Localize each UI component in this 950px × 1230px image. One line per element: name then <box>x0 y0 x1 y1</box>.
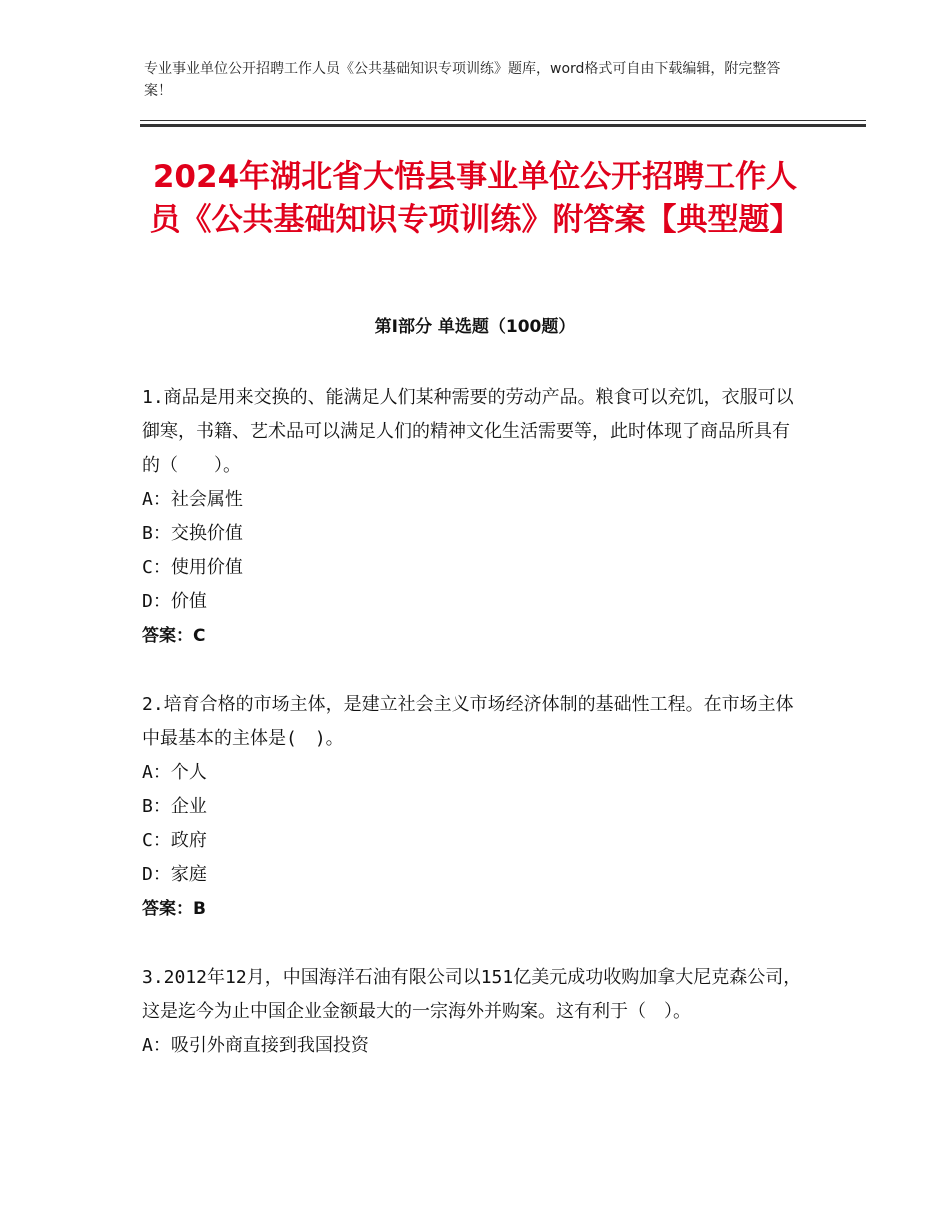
question-2 <box>142 688 802 926</box>
header-note: 专业事业单位公开招聘工作人员《公共基础知识专项训练》题库，word格式可自由下载编辑，附完整答案！ <box>144 61 781 99</box>
option-b: B：企业 <box>142 796 207 817</box>
option-a: A：个人 <box>142 762 207 783</box>
option-d: D：价值 <box>142 591 207 612</box>
document-title: 2024年湖北省大悟县事业单位公开招聘工作人员《公共基础知识专项训练》附答案【典型题】 <box>149 159 801 238</box>
option-a: A：吸引外商直接到我国投资 <box>142 1035 369 1056</box>
question-stem: 3.2012年12月，中国海洋石油有限公司以151亿美元成功收购加拿大尼克森公司，这是迄今为止中国企业金额最大的一宗海外并购案。这有利于（ ）。 <box>142 967 802 1022</box>
option-c: C：使用价值 <box>142 557 243 578</box>
option-a: A：社会属性 <box>142 489 243 510</box>
header-divider-thick <box>140 124 866 127</box>
question-stem: 1.商品是用来交换的、能满足人们某种需要的劳动产品。粮食可以充饥，衣服可以御寒，书籍、艺术品可以满足人们的精神文化生活需要等，此时体现了商品所具有的（ ）。 <box>142 387 794 476</box>
option-c: C：政府 <box>142 830 207 851</box>
header-divider-thin <box>140 120 866 121</box>
option-d: D：家庭 <box>142 864 207 885</box>
answer: 答案：B <box>142 899 206 919</box>
section-title: 第Ⅰ部分 单选题（100题） <box>374 317 576 337</box>
option-b: B：交换价值 <box>142 523 243 544</box>
question-1 <box>142 381 802 653</box>
answer: 答案：C <box>142 626 206 646</box>
question-3 <box>142 961 802 1063</box>
question-stem: 2.培育合格的市场主体，是建立社会主义市场经济体制的基础性工程。在市场主体中最基本的主体是( )。 <box>142 694 794 749</box>
